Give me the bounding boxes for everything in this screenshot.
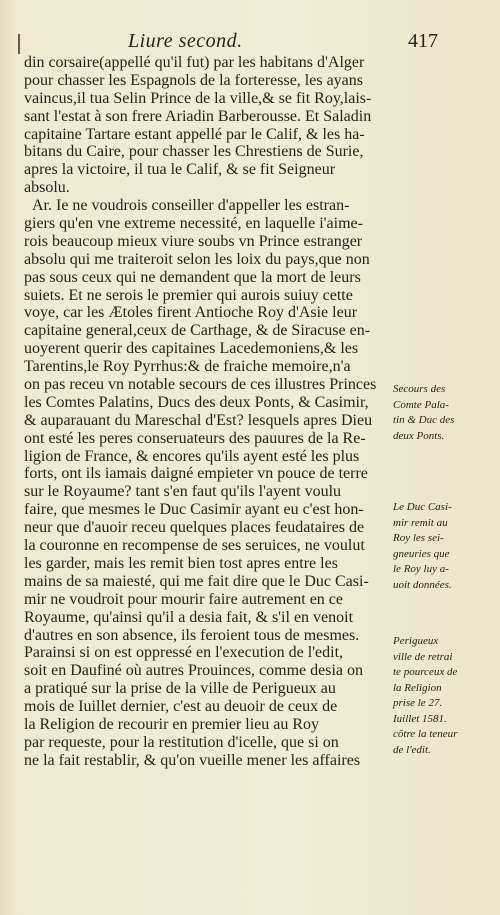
page-number: 417: [408, 30, 438, 52]
margin-note-line: deux Ponts.: [393, 429, 445, 442]
margin-note-line: Le Duc Casi-: [393, 501, 452, 513]
margin-note-line: mir remit au: [393, 516, 448, 529]
margin-note-line: Perigueux: [393, 635, 439, 647]
text-line: absolu qui me traiteroit selon les loix du pays,que non: [24, 250, 370, 268]
text-line: on pas receu vn notable secours de ces illustres Princes: [24, 376, 377, 394]
text-line: sant l'estat à son frere Ariadin Barberousse. Et Saladin: [24, 107, 372, 125]
margin-note-line: cõtre la teneur: [393, 728, 458, 740]
margin-note: [393, 634, 457, 758]
margin-note-line: uoit données.: [393, 578, 452, 591]
text-line: par requeste, pour la restitution d'icelle, que si on: [24, 733, 339, 751]
text-line: capitaine Tartare estant appellé par le Calif, & les ha-: [24, 125, 365, 143]
text-line: apres la victoire, il tua le Calif, & se fit Seigneur: [24, 161, 336, 179]
text-line: pour chasser les Espagnols de la forteresse, les ayans: [24, 71, 363, 89]
margin-note: [393, 382, 454, 444]
text-line: Parainsi si on est oppressé en l'execution de l'edit,: [24, 644, 344, 662]
text-line: capitaine general,ceux de Carthage, & de Siracuse en-: [24, 322, 371, 340]
margin-note-line: de l'edit.: [393, 743, 431, 756]
body-text: [24, 54, 392, 770]
text-line: rois beaucoup mieux viure soubs vn Prince estranger: [24, 232, 363, 250]
text-line: forts, ont ils iamais daigné empieter vn pouce de terre: [24, 465, 368, 483]
text-line: faire, que mesmes le Duc Casimir ayant eu c'est hon-: [24, 501, 364, 519]
text-line: mir ne voudroit pour mourir faire autrement en ce: [24, 590, 343, 608]
text-line: Ar. Ie ne voudrois conseiller d'appeller les estran-: [32, 197, 350, 215]
text-line: neur que d'auoir receu quelques places feudataires de: [24, 519, 365, 537]
text-line: les garder, mais les remit bien tost apres entre les: [24, 554, 338, 572]
text-line: mois de Iuillet dernier, c'est au deuoir de ceux de: [24, 698, 338, 716]
margin-note: [393, 500, 452, 593]
margin-note-line: prise le 27.: [393, 697, 443, 709]
text-line: ligion de France, & encores qu'ils ayent esté les plus: [24, 447, 360, 465]
text-line: la couronne en recompense de ses seruices, ne voulut: [24, 537, 365, 555]
text-line: d'autres en son absence, ils feroient tous de mesmes.: [24, 626, 360, 644]
margin-note-line: Comte Pala-: [393, 398, 449, 411]
margin-note-line: te pourceux de: [393, 666, 458, 678]
text-line: Tarentins,le Roy Pyrrhus:& de fraiche memoire,n'a: [24, 358, 351, 376]
running-head: [0, 30, 500, 54]
margin-note-line: Roy les sei-: [393, 532, 444, 544]
text-line: ne la fait restablir, & qu'on vueille mener les affaires: [24, 751, 361, 769]
text-line: & auparauant du Mareschal d'Est? lesquels apres Dieu: [24, 411, 373, 429]
text-line: Royaume, qu'ainsi qu'il a desia fait, & s'il en venoit: [24, 608, 354, 626]
text-line: voye, car les Ætoles firent Antioche Roy d'Asie leur: [24, 304, 358, 322]
text-line: bitans du Caire, pour chasser les Chrestiens de Surie,: [24, 143, 364, 161]
text-line: giers qu'en vne extreme necessité, en laquelle i'aime-: [24, 215, 363, 233]
text-line: les Comtes Palatins, Ducs des deux Ponts, & Casimir,: [24, 393, 369, 411]
margin-note-line: Iuillet 1581.: [393, 712, 447, 725]
text-line: vaincus,il tua Selin Prince de la ville,& se fit Roy,lais-: [24, 89, 372, 107]
text-line: ont esté les peres conseruateurs des pauures de la Re-: [24, 429, 366, 447]
text-line: suiets. Et ne serois le premier qui aurois suiuy cette: [24, 286, 353, 304]
text-line: pas sous ceux qui ne demandent que la mort de leurs: [24, 268, 361, 286]
margin-note-line: la Religion: [393, 681, 442, 694]
text-line: din corsaire(appellé qu'il fut) par les habitans d'Alger: [24, 54, 365, 71]
text-line: mains de sa maiesté, qui me fait dire que le Duc Casi-: [24, 572, 369, 590]
text-line: a pratiqué sur la prise de la ville de Perigueux au: [24, 680, 336, 698]
margin-note-line: ville de retrai: [393, 650, 453, 663]
text-line: sur le Royaume? tant s'en faut qu'ils l'ayent voulu: [24, 483, 342, 501]
text-line: absolu.: [24, 179, 70, 197]
text-line: soit en Daufiné où autres Prouinces, comme desia on: [24, 662, 364, 680]
running-head-title: Liure second.: [128, 30, 243, 52]
text-line: la Religion de recourir en premier lieu au Roy: [24, 715, 320, 733]
text-line: uoyerent querir des capitaines Lacedemoniens,& les: [24, 340, 359, 358]
margin-note-line: Secours des: [393, 383, 446, 395]
margin-note-line: gneuries que: [393, 547, 450, 560]
margin-note-line: tin & Duc des: [393, 414, 455, 426]
margin-note-line: le Roy luy a-: [393, 563, 449, 575]
